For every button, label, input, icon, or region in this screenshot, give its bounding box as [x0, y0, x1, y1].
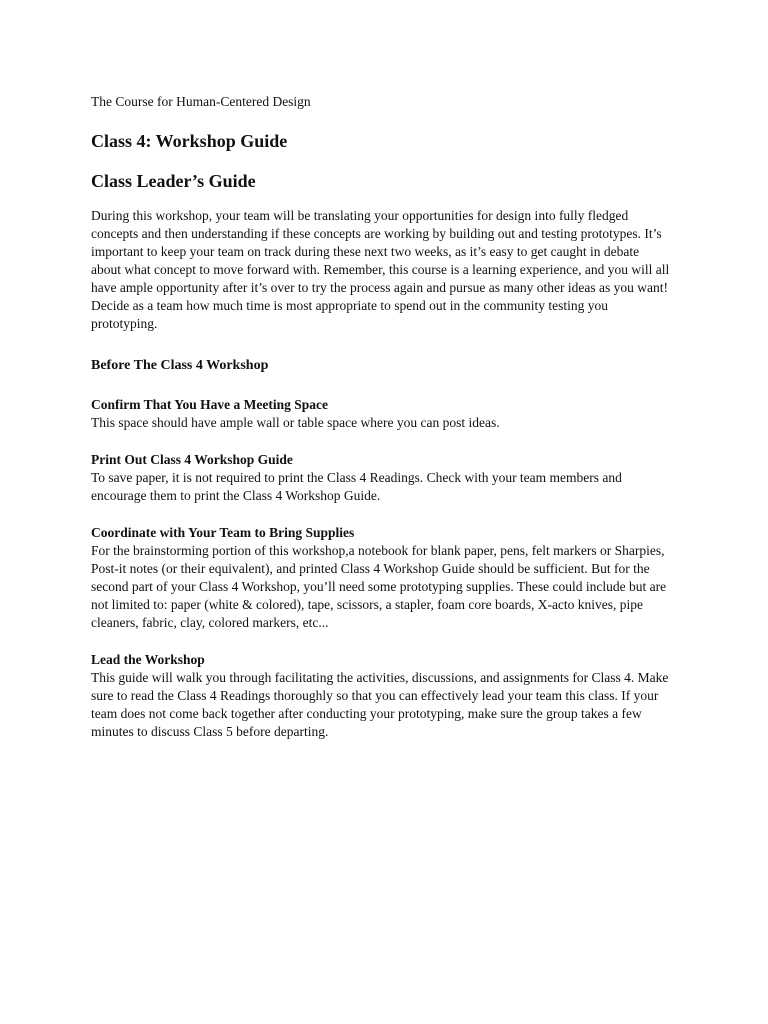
section-supplies — [91, 524, 691, 632]
section-heading: Before The Class 4 Workshop — [91, 358, 269, 373]
block-title: Lead the Workshop — [91, 652, 205, 667]
block-title: Confirm That You Have a Meeting Space — [91, 397, 328, 412]
course-header: The Course for Human-Centered Design — [91, 94, 311, 109]
intro-paragraph: During this workshop, your team will be translating your opportunities for design into fully fledged concepts and then understanding if these concepts are working by building out and testing prototypes. It’s important to keep your team on track during these next two weeks, as it’s easy to get caught in debate about what concept to move forward with. Remember, this course is a learning experience, and you will all have ample opportunity after it’s over to try the process again and pursue as many other ideas as you want! Decide as a team how much time is most appropriate to spend out in the community testing you prototyping. — [91, 208, 670, 331]
document-title: Class 4: Workshop Guide — [91, 131, 288, 151]
document-subtitle: Class Leader’s Guide — [91, 171, 256, 191]
block-body: To save paper, it is not required to print the Class 4 Readings. Check with your team members and encourage them to print the Class 4 Workshop Guide. — [91, 470, 622, 503]
section-lead-workshop — [91, 651, 691, 741]
block-body: This space should have ample wall or table space where you can post ideas. — [91, 415, 500, 430]
block-title: Print Out Class 4 Workshop Guide — [91, 452, 293, 467]
block-body: For the brainstorming portion of this workshop,a notebook for blank paper, pens, felt markers or Sharpies, Post-it notes (or their equivalent), and printed Class 4 Workshop Guide should be sufficient. But for the second part of your Class 4 Workshop, you’ll need some prototyping supplies. These could include but are not limited to: paper (white & colored), tape, scissors, a stapler, foam core boards, X-acto knives, pipe cleaners, fabric, clay, colored markers, etc... — [91, 543, 667, 630]
block-title: Coordinate with Your Team to Bring Supplies — [91, 525, 355, 540]
block-body: This guide will walk you through facilitating the activities, discussions, and assignments for Class 4. Make sure to read the Class 4 Readings thoroughly so that you can effectively lead your team this class. If your team does not come back together after conducting your prototyping, make sure the group takes a few minutes to discuss Class 5 before departing. — [91, 670, 669, 739]
section-meeting-space — [91, 396, 691, 432]
document-page — [91, 92, 691, 741]
section-print-guide — [91, 451, 691, 505]
